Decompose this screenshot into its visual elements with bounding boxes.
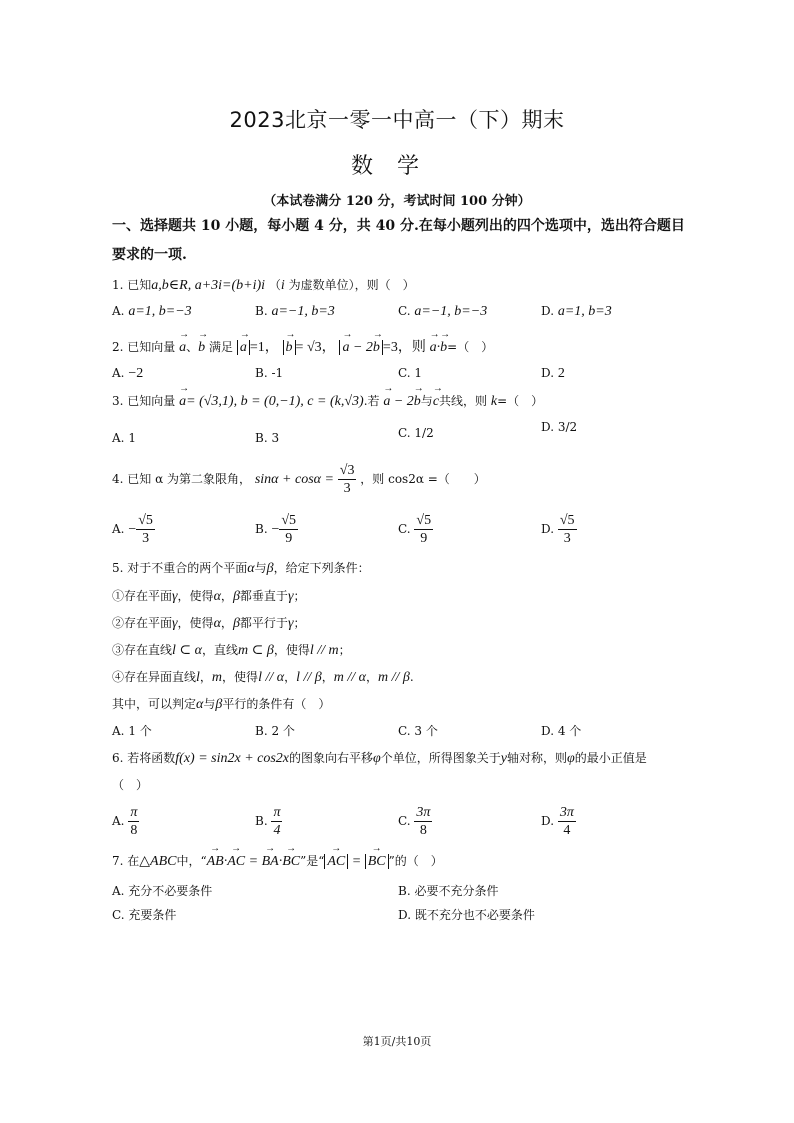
option-d: D. 4 个 [541,724,582,738]
vector-b: → b [198,340,205,356]
question-text: 为虚数单位），则（ ） [284,278,415,292]
vector-a: → a [179,340,186,356]
option-d: D. 2 [541,366,565,381]
option-b: B. 必要不充分条件 [398,884,499,898]
condition-2: ②存在平面γ，使得α，β都平行于γ； [112,616,306,631]
option-b: B. − $\frac{√5}{9}$ [255,513,297,546]
option-b: B. 3 [255,431,280,445]
option-a: A. 充分不必要条件 [112,884,213,898]
option-d: D. 3/2 [541,420,578,434]
option-d: D. 既不充分也不必要条件 [398,908,535,922]
page-footer: 第1页/共10页 [362,1035,432,1048]
question-text: 已知 [127,278,152,292]
option-c: C. 1/2 [398,426,434,440]
math-expression: a,b∈R, a+3i=(b+i)i [151,278,266,293]
exam-note: （本试卷满分 120 分，考试时间 100 分钟） [263,194,531,209]
question-5-stem: 5. 对于不重合的两个平面α与β，给定下列条件： [112,561,370,576]
question-6-paren: （ ） [112,778,149,792]
condition-1: ①存在平面γ，使得α，β都垂直于γ； [112,589,306,604]
condition-4: ④存在异面直线l，m，使得l // α，l // β，m // α，m // β. [112,670,414,685]
question-4-stem: 4. 已知 α 为第二象限角， sinα + cosα = $\frac{√3}{3}$ ，则 cos2α =（ ） [112,463,486,496]
option-c: C. 3 个 [398,724,438,738]
option-a: A. $\frac{\pi}{8}$ [112,805,138,838]
option-a: A. 1 [112,431,136,445]
question-6-stem: 6. 若将函数f(x) = sin2x + cos2x的图象向右平移φ个单位，所得图象关于y轴对称，则φ的最小正值是 [112,751,647,766]
question-2-stem: 2. 已知向量 → a、→ b 满足 → a =1， → b = √3， → a − 2→ b =3，则 → a·→ b=（ ） [112,336,493,356]
question-1-stem [112,276,415,294]
option-c: C. 充要条件 [112,908,177,922]
math-expression: f(x) = sin2x + cos2x [175,751,290,766]
option-b: B. -1 [255,366,284,380]
question-text: （ [268,278,281,292]
option-a: A. − $\frac{√5}{3}$ [112,513,153,546]
option-d: D. $\frac{√5}{3}$ [541,513,575,546]
option-c: C. 1 [398,366,423,380]
option-a: A. 1 个 [112,724,152,738]
option-c: C. a=−1, b=−3 [398,304,488,319]
option-d: D. a=1, b=3 [541,304,612,319]
option-b: B. $\frac{\pi}{4}$ [255,805,281,838]
math-expression: i [280,278,285,293]
question-3-stem: 3. 已知向量 → a= (√3,1), b = (0,−1), c = (k,√3).若 → a − 2→ b与→ c共线，则 k=（ ） [112,392,543,410]
option-b: B. 2 个 [255,724,295,738]
option-c: C. $\frac{3\pi}{8}$ [398,805,431,838]
option-a: A. a=1, b=−3 [112,304,192,319]
option-d: D. $\frac{3\pi}{4}$ [541,805,574,838]
option-b: B. a=−1, b=3 [255,304,335,319]
question-7-stem: 7. 在△ABC中，“→ AB·→ AC = → BA·→ BC”是“→ AC = → BC ”的（ ） [112,852,443,870]
question-number: 1. [112,278,124,292]
math-expression: = (√3,1), b = (0,−1), c = (k,√3) [186,394,364,409]
question-5-ask: 其中，可以判定α与β平行的条件有（ ） [112,697,331,712]
page-title: 2023北京一零一中高一（下）期末 [229,108,565,132]
subject-heading: 数学 [350,154,443,179]
option-c: C. $\frac{√5}{9}$ [398,513,432,546]
condition-3: ③存在直线l ⊂ α，直线m ⊂ β，使得l // m； [112,643,351,658]
option-a: A. −2 [112,366,144,381]
section-instructions: 一、选择题共 10 小题，每小题 4 分，共 40 分.在每小题列出的四个选项中，选出符合题目要求的一项. [112,218,685,263]
